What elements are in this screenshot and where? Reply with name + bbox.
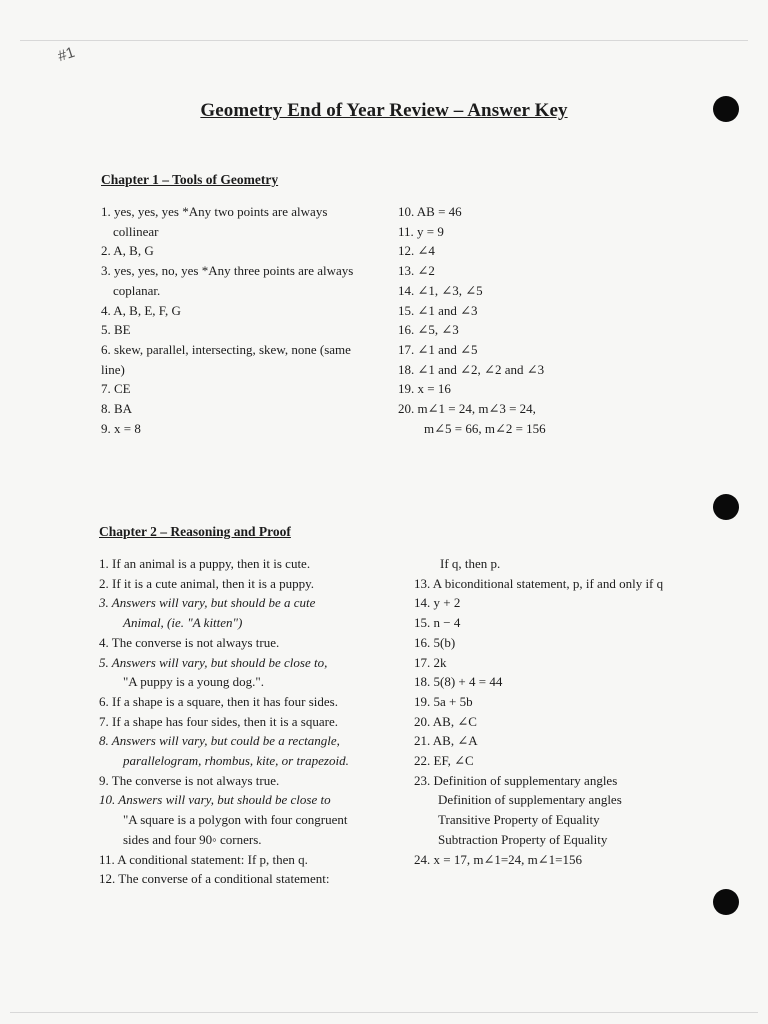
answer-line: 6. If a shape is a square, then it has four sides.	[99, 693, 338, 709]
answer-line: 20. m∠1 = 24, m∠3 = 24,	[398, 401, 536, 417]
answer-line: If q, then p.	[440, 556, 501, 571]
answer-line: 2. If it is a cute animal, then it is a puppy.	[99, 575, 315, 591]
answer-line: line)	[101, 361, 125, 377]
page-title: Geometry End of Year Review – Answer Key	[200, 100, 568, 121]
answer-line: collinear	[113, 223, 159, 239]
chapter-2-heading: Chapter 2 – Reasoning and Proof	[99, 524, 291, 539]
answer-line: 12. The converse of a conditional statement:	[99, 871, 330, 887]
answer-line: 17. ∠1 and ∠5	[398, 341, 478, 357]
answer-line: 10. AB = 46	[398, 204, 462, 219]
answer-line: 21. AB, ∠A	[414, 733, 478, 749]
answer-line: 1. yes, yes, yes *Any two points are always	[101, 204, 328, 219]
punch-hole	[713, 494, 739, 520]
answer-line: Animal, (ie. "A kitten")	[123, 615, 243, 631]
answer-line: 6. skew, parallel, intersecting, skew, none (same	[101, 341, 351, 357]
answer-line: 16. 5(b)	[414, 634, 456, 650]
answer-line: parallelogram, rhombus, kite, or trapezoid.	[123, 753, 349, 769]
scan-artifact-line	[20, 40, 748, 41]
answer-line: 12. ∠4	[398, 243, 435, 259]
answer-line: 3. Answers will vary, but should be a cute	[99, 595, 316, 611]
answer-line: 9. x = 8	[101, 420, 141, 436]
scan-artifact-line	[10, 1012, 758, 1013]
answer-line: 19. 5a + 5b	[414, 693, 473, 709]
answer-line: 18. ∠1 and ∠2, ∠2 and ∠3	[398, 361, 545, 377]
answer-line: Subtraction Property of Equality	[438, 831, 608, 847]
answer-line: "A square is a polygon with four congruent	[123, 812, 348, 828]
answer-line: 1. If an animal is a puppy, then it is cute.	[99, 556, 311, 571]
answer-line: 4. The converse is not always true.	[99, 634, 280, 650]
answer-line: 16. ∠5, ∠3	[398, 322, 459, 338]
answer-line: 23. Definition of supplementary angles	[414, 772, 618, 788]
chapter-1-answers-left	[101, 202, 353, 438]
answer-line: 8. Answers will vary, but could be a rectangle,	[99, 733, 340, 749]
answer-line: Definition of supplementary angles	[438, 792, 622, 808]
answer-line: 20. AB, ∠C	[414, 713, 477, 729]
answer-line: 15. ∠1 and ∠3	[398, 302, 478, 318]
handwritten-mark: #1	[55, 43, 77, 66]
answer-line: "A puppy is a young dog.".	[123, 674, 264, 690]
answer-line: 2. A, B, G	[101, 243, 154, 259]
chapter-1-heading: Chapter 1 – Tools of Geometry	[101, 172, 279, 187]
answer-line: 4. A, B, E, F, G	[101, 302, 181, 318]
answer-line: coplanar.	[113, 282, 161, 298]
answer-line: 5. Answers will vary, but should be close to,	[99, 654, 328, 670]
chapter-2-answers-right	[414, 554, 663, 869]
answer-line: m∠5 = 66, m∠2 = 156	[424, 420, 546, 436]
answer-line: 22. EF, ∠C	[414, 753, 474, 769]
answer-line: 7. CE	[101, 381, 131, 397]
answer-line: 24. x = 17, m∠1=24, m∠1=156	[414, 851, 583, 867]
answer-line: 14. ∠1, ∠3, ∠5	[398, 282, 483, 298]
punch-hole	[713, 889, 739, 915]
answer-line: 13. A biconditional statement, p, if and only if q	[414, 575, 664, 591]
answer-line: 11. y = 9	[398, 223, 444, 239]
answer-line: 3. yes, yes, no, yes *Any three points are always	[101, 263, 354, 279]
answer-line: 8. BA	[101, 401, 133, 417]
answer-line: 15. n − 4	[414, 615, 461, 631]
answer-line: 10. Answers will vary, but should be close to	[99, 792, 331, 808]
answer-line: Transitive Property of Equality	[438, 812, 600, 828]
answer-line: 19. x = 16	[398, 381, 451, 397]
answer-line: 5. BE	[101, 322, 131, 338]
answer-line: sides and four 90◦ corners.	[123, 831, 262, 847]
answer-line: 18. 5(8) + 4 = 44	[414, 674, 503, 690]
chapter-1-answers-right	[398, 202, 546, 438]
answer-line: 7. If a shape has four sides, then it is a square.	[99, 713, 338, 729]
chapter-2-answers-left	[99, 554, 349, 889]
answer-line: 17. 2k	[414, 654, 447, 670]
answer-line: 11. A conditional statement: If p, then q.	[99, 851, 308, 867]
answer-line: 13. ∠2	[398, 263, 435, 279]
answer-line: 9. The converse is not always true.	[99, 772, 280, 788]
answer-line: 14. y + 2	[414, 595, 461, 611]
